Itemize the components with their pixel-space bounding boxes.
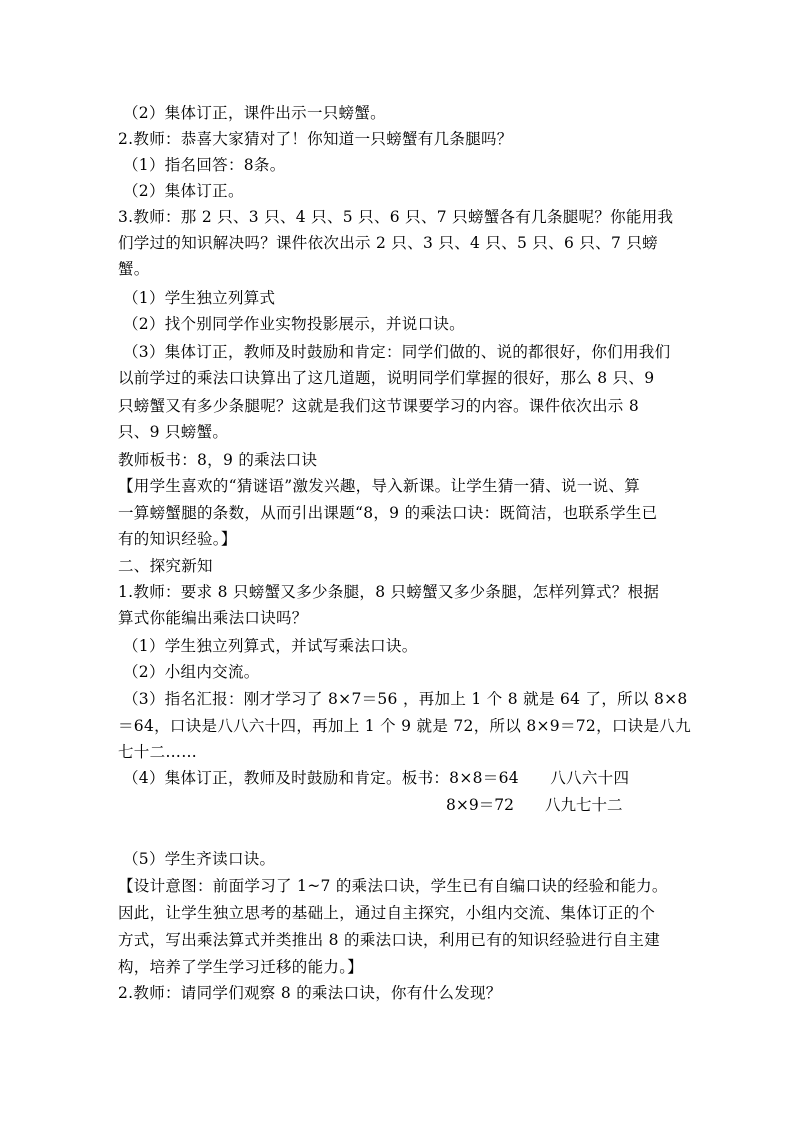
text-line: （1）指名回答：8条。 — [123, 156, 286, 174]
board-rhyme: 八九七十二 — [545, 796, 623, 814]
text-line: 1.教师：要求 8 只螃蟹又多少条腿，8 只螃蟹又多少条腿，怎样列算式？根据 — [118, 583, 660, 601]
text-line: ＝64，口诀是八八六十四，再加上 1 个 9 就是 72，所以 8×9＝72，口诀是八九 — [118, 717, 691, 735]
text-line: 一算螃蟹腿的条数，从而引出课题“8，9 的乘法口诀：既简洁，也联系学生已 — [118, 504, 658, 522]
text-line: （3）集体订正，教师及时鼓励和肯定：同学们做的、说的都很好，你们用我们 — [123, 343, 671, 361]
board-formula: 8×9＝72 — [446, 796, 514, 814]
text-line: （1）学生独立列算式，并试写乘法口诀。 — [123, 637, 418, 655]
text-line: 构，培养了学生学习迁移的能力。】 — [118, 958, 364, 976]
text-line: 教师板书：8，9 的乘法口诀 — [118, 451, 318, 469]
text-line: 蟹。 — [118, 260, 150, 278]
text-line: （2）集体订正。 — [123, 182, 244, 200]
text-line: 们学过的知识解决吗？课件依次出示 2 只、3 只、4 只、5 只、6 只、7 只螃 — [118, 234, 658, 252]
text-line: （3）指名汇报：刚才学习了 8×7＝56 ，再加上 1 个 8 就是 64 了，所以 8×8 — [123, 690, 688, 708]
text-line: 只螃蟹又有多少条腿呢？这就是我们这节课要学习的内容。课件依次出示 8 — [118, 397, 639, 415]
text-line: 以前学过的乘法口诀算出了这几道题，说明同学们掌握的很好，那么 8 只、9 — [118, 369, 655, 387]
text-line: 2.教师：恭喜大家猜对了！你知道一只螃蟹有几条腿吗？ — [118, 130, 513, 148]
text-line: 算式你能编出乘法口诀吗？ — [118, 609, 308, 627]
text-line: （2）集体订正，课件出示一只螃蟹。 — [123, 104, 386, 122]
text-line: 【用学生喜欢的“猜谜语”激发兴趣，导入新课。让学生猜一猜、说一说、算 — [118, 477, 641, 495]
text-line: 七十二…… — [118, 743, 198, 761]
text-line: 【设计意图：前面学习了 1~7 的乘法口诀，学生已有自编口诀的经验和能力。 — [118, 877, 668, 895]
text-line: （2）找个别同学作业实物投影展示，并说口诀。 — [123, 315, 465, 333]
text-line: （2）小组内交流。 — [123, 663, 260, 681]
text-line: （4）集体订正，教师及时鼓励和肯定。板书：8×8＝64 八八六十四 — [123, 769, 630, 787]
text-line: 因此，让学生独立思考的基础上，通过自主探究，小组内交流、集体订正的个 — [118, 904, 656, 922]
text-line: 2.教师：请同学们观察 8 的乘法口诀，你有什么发现？ — [118, 984, 502, 1002]
text-line: 只、9 只螃蟹。 — [118, 423, 229, 441]
text-line: 有的知识经验。】 — [118, 530, 237, 548]
text-line: 方式，写出乘法算式并类推出 8 的乘法口诀，利用已有的知识经验进行自主建 — [118, 931, 661, 949]
text-line: （1）学生独立列算式 — [123, 289, 276, 307]
text-line: 3.教师：那 2 只、3 只、4 只、5 只、6 只、7 只螃蟹各有几条腿呢？你能用我 — [118, 208, 674, 226]
section-heading: 二、探究新知 — [118, 557, 213, 575]
text-line: （5）学生齐读口诀。 — [123, 850, 276, 868]
